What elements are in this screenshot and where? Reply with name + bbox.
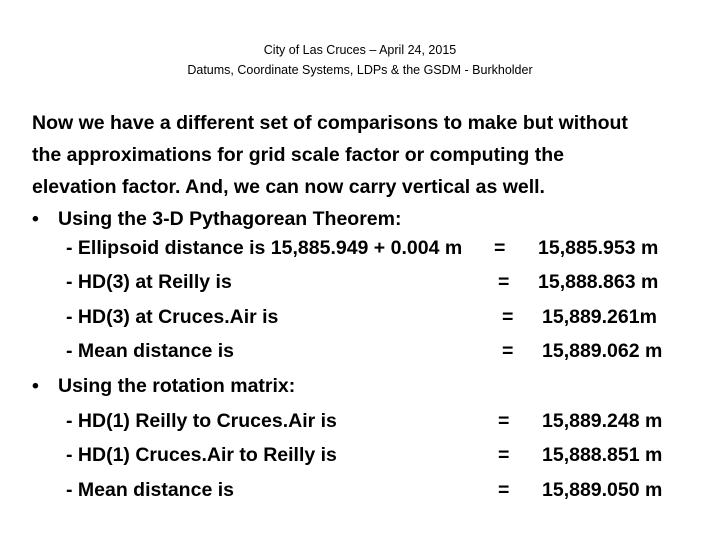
bullet-title: Using the 3-D Pythagorean Theorem: <box>58 208 402 230</box>
header-line-2: Datums, Coordinate Systems, LDPs & the GSDM - Burkholder <box>187 63 533 77</box>
result-row <box>0 474 720 506</box>
bullet-item-pythagorean <box>0 203 720 235</box>
slide-header <box>0 40 720 80</box>
row-value: 15,889.261m <box>542 306 657 328</box>
equals-sign: = <box>494 237 506 259</box>
equals-sign: = <box>498 271 510 293</box>
row-label: - HD(1) Reilly to Cruces.Air is <box>66 410 337 432</box>
row-value: 15,889.248 m <box>542 410 663 432</box>
row-label: - Ellipsoid distance is 15,885.949 + 0.004 m <box>66 237 463 259</box>
row-label: - HD(3) at Cruces.Air is <box>66 306 279 328</box>
row-label: - HD(1) Cruces.Air to Reilly is <box>66 444 337 466</box>
row-label: - HD(3) at Reilly is <box>66 271 232 293</box>
intro-paragraph <box>32 107 702 203</box>
row-label: - Mean distance is <box>66 479 234 501</box>
row-value: 15,889.062 m <box>542 340 663 362</box>
row-value: 15,889.050 m <box>542 479 663 501</box>
intro-line-2: the approximations for grid scale factor or computing the <box>32 144 564 166</box>
result-row <box>0 266 720 298</box>
result-row <box>0 232 720 264</box>
equals-sign: = <box>498 410 510 432</box>
equals-sign: = <box>498 444 510 466</box>
header-line-1: City of Las Cruces – April 24, 2015 <box>263 43 457 57</box>
bullet-title: Using the rotation matrix: <box>58 375 296 397</box>
equals-sign: = <box>502 340 514 362</box>
equals-sign: = <box>498 479 510 501</box>
row-value: 15,888.851 m <box>542 444 663 466</box>
bullet-icon: • <box>32 375 39 397</box>
intro-line-1: Now we have a different set of comparisons to make but without <box>32 112 628 134</box>
result-row <box>0 301 720 333</box>
result-row <box>0 439 720 471</box>
row-label: - Mean distance is <box>66 340 234 362</box>
row-value: 15,885.953 m <box>538 237 659 259</box>
bullet-icon: • <box>32 208 39 230</box>
result-row <box>0 335 720 367</box>
intro-line-3: elevation factor. And, we can now carry vertical as well. <box>32 176 545 198</box>
bullet-item-rotation-matrix <box>0 370 720 402</box>
result-row <box>0 405 720 437</box>
equals-sign: = <box>502 306 514 328</box>
row-value: 15,888.863 m <box>538 271 659 293</box>
